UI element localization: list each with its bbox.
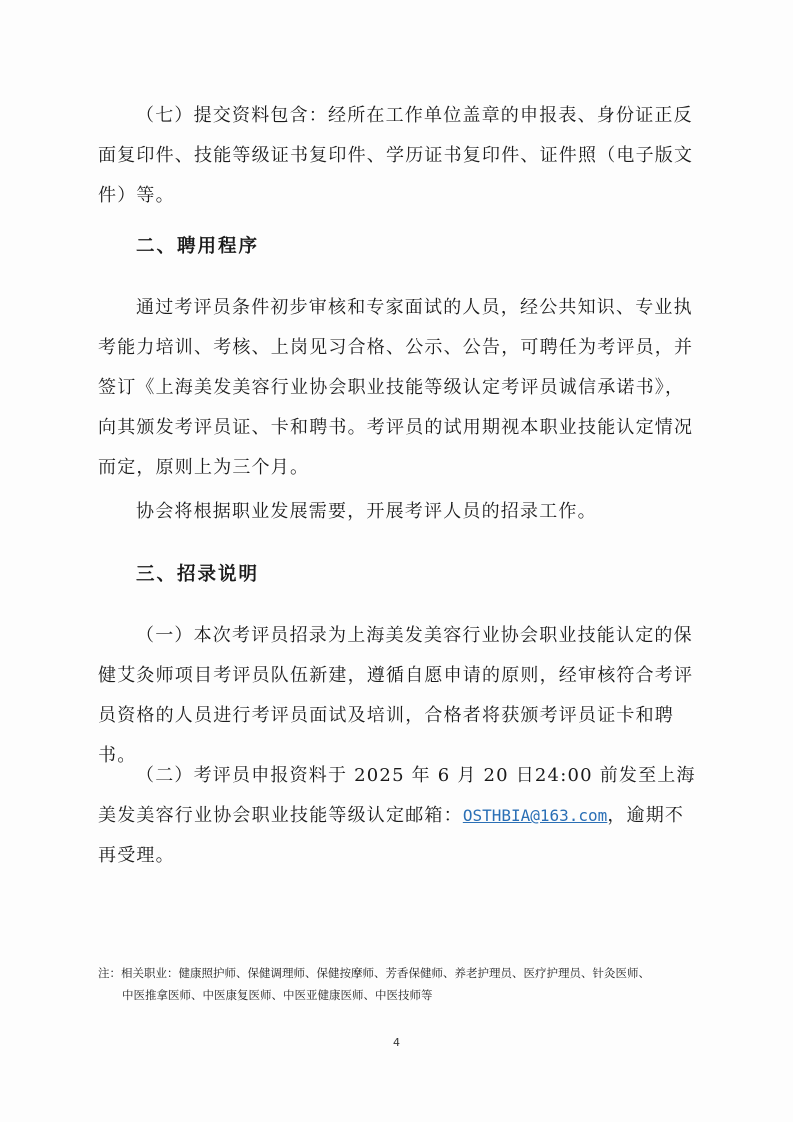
recruitment-note-two-paragraph: [98, 756, 703, 876]
footnote-line-2: 中医推拿医师、中医康复医师、中医亚健康医师、中医技师等: [122, 988, 433, 1002]
deadline-text: （二）考评员申报资料于 2025 年 6 月 20 日24:00 前发至上海美发美容行业协会职业技能等级认定邮箱：: [98, 765, 696, 826]
item-seven-paragraph: （七）提交资料包含：经所在工作单位盖章的申报表、身份证正反面复印件、技能等级证书复印件、学历证书复印件、证件照（电子版文件）等。: [98, 105, 694, 206]
footnote: [98, 962, 708, 1006]
recruitment-work-paragraph: 协会将根据职业发展需要，开展考评人员的招录工作。: [136, 501, 597, 522]
email-link[interactable]: OSTHBIA@163.com: [462, 806, 608, 825]
deadline-suffix-text: ，逾期不再受理。: [98, 805, 685, 866]
page-number: 4: [393, 1036, 400, 1049]
section-heading-hiring-procedure: 二、聘用程序: [136, 236, 260, 257]
recruitment-note-one-paragraph: （一）本次考评员招录为上海美发美容行业协会职业技能认定的保健艾灸师项目考评员队伍新建，遵循自愿申请的原则，经审核符合考评员资格的人员进行考评员面试及培训，合格者将获颁考评员证卡和聘书。: [98, 625, 694, 766]
section-heading-recruitment-notes: 三、招录说明: [136, 564, 260, 585]
hiring-procedure-paragraph: 通过考评员条件初步审核和专家面试的人员，经公共知识、专业执考能力培训、考核、上岗见习合格、公示、公告，可聘任为考评员，并签订《上海美发美容行业协会职业技能等级认定考评员诚信承诺书》，向其颁发考评员证、卡和聘书。考评员的试用期视本职业技能认定情况而定，原则上为三个月。: [98, 297, 694, 478]
footnote-line-1: 注：相关职业：健康照护师、保健调理师、保健按摩师、芳香保健师、养老护理员、医疗护理员、针灸医师、: [98, 966, 650, 980]
